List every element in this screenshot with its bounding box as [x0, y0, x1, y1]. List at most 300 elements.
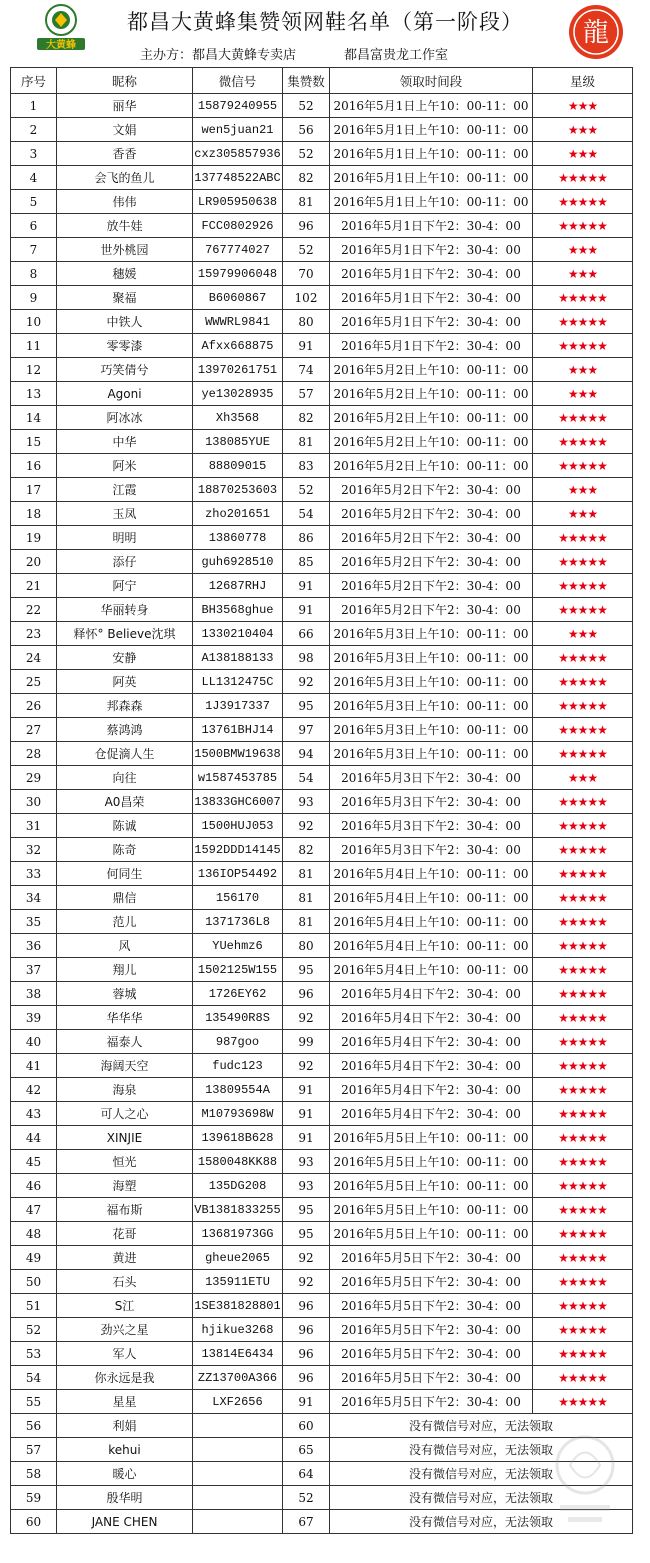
- row-number: 58: [11, 1462, 57, 1486]
- row-pickup-time: 2016年5月5日上午10：00-11：00: [330, 1174, 533, 1198]
- table-row: [11, 766, 633, 790]
- row-like-count: 96: [283, 1342, 330, 1366]
- row-star-rating: ★★★: [533, 262, 633, 286]
- row-pickup-time: 2016年5月3日下午2：30-4：00: [330, 814, 533, 838]
- row-number: 19: [11, 526, 57, 550]
- row-like-count: 54: [283, 502, 330, 526]
- row-nickname: 陈奇: [57, 838, 193, 862]
- row-wechat-id: 138085YUE: [193, 430, 283, 454]
- table-row: [11, 430, 633, 454]
- table-row: [11, 166, 633, 190]
- row-nickname: 中铁人: [57, 310, 193, 334]
- row-star-rating: ★★★★★: [533, 862, 633, 886]
- page-header: [0, 0, 650, 66]
- table-row: [11, 382, 633, 406]
- row-wechat-id: 987goo: [193, 1030, 283, 1054]
- row-number: 26: [11, 694, 57, 718]
- row-star-rating: ★★★★★: [533, 286, 633, 310]
- row-like-count: 95: [283, 1222, 330, 1246]
- row-pickup-note: 没有微信号对应，无法领取: [330, 1486, 633, 1510]
- row-pickup-time: 2016年5月1日下午2：30-4：00: [330, 238, 533, 262]
- row-star-rating: ★★★★★: [533, 1174, 633, 1198]
- row-like-count: 83: [283, 454, 330, 478]
- row-star-rating: ★★★★★: [533, 1318, 633, 1342]
- row-like-count: 92: [283, 1006, 330, 1030]
- row-star-rating: ★★★: [533, 622, 633, 646]
- row-number: 42: [11, 1078, 57, 1102]
- row-star-rating: ★★★★★: [533, 1390, 633, 1414]
- row-nickname: 海阔天空: [57, 1054, 193, 1078]
- row-pickup-time: 2016年5月5日下午2：30-4：00: [330, 1366, 533, 1390]
- row-like-count: 60: [283, 1414, 330, 1438]
- row-nickname: 香香: [57, 142, 193, 166]
- row-like-count: 95: [283, 694, 330, 718]
- row-pickup-time: 2016年5月4日上午10：00-11：00: [330, 934, 533, 958]
- table-row: [11, 742, 633, 766]
- roster-body: [11, 94, 633, 1534]
- row-like-count: 95: [283, 958, 330, 982]
- row-wechat-id: 15879240955: [193, 94, 283, 118]
- table-row: [11, 1318, 633, 1342]
- row-star-rating: ★★★★★: [533, 982, 633, 1006]
- row-pickup-time: 2016年5月5日上午10：00-11：00: [330, 1198, 533, 1222]
- row-like-count: 96: [283, 1366, 330, 1390]
- row-wechat-id: cxz305857936: [193, 142, 283, 166]
- row-number: 28: [11, 742, 57, 766]
- row-pickup-time: 2016年5月4日下午2：30-4：00: [330, 1030, 533, 1054]
- row-wechat-id: 1371736L8: [193, 910, 283, 934]
- row-number: 7: [11, 238, 57, 262]
- row-number: 1: [11, 94, 57, 118]
- table-row: [11, 1270, 633, 1294]
- row-star-rating: ★★★: [533, 478, 633, 502]
- table-row: [11, 502, 633, 526]
- row-star-rating: ★★★★★: [533, 310, 633, 334]
- shoe-pickup-roster: [10, 67, 633, 1534]
- row-like-count: 81: [283, 190, 330, 214]
- row-wechat-id: A138188133: [193, 646, 283, 670]
- row-pickup-time: 2016年5月3日上午10：00-11：00: [330, 694, 533, 718]
- table-row: [11, 1078, 633, 1102]
- row-like-count: 54: [283, 766, 330, 790]
- row-pickup-time: 2016年5月3日上午10：00-11：00: [330, 670, 533, 694]
- row-pickup-time: 2016年5月4日下午2：30-4：00: [330, 1102, 533, 1126]
- row-nickname: 添仔: [57, 550, 193, 574]
- row-number: 44: [11, 1126, 57, 1150]
- row-wechat-id: 135911ETU: [193, 1270, 283, 1294]
- row-wechat-id: Afxx668875: [193, 334, 283, 358]
- row-like-count: 92: [283, 1054, 330, 1078]
- row-star-rating: ★★★★★: [533, 1006, 633, 1030]
- row-star-rating: ★★★★★: [533, 334, 633, 358]
- row-wechat-id: ye13028935: [193, 382, 283, 406]
- table-row: [11, 406, 633, 430]
- table-row: [11, 94, 633, 118]
- row-wechat-id: 13970261751: [193, 358, 283, 382]
- row-pickup-time: 2016年5月1日下午2：30-4：00: [330, 334, 533, 358]
- row-pickup-time: 2016年5月4日下午2：30-4：00: [330, 1078, 533, 1102]
- svg-text:龍: 龍: [582, 18, 610, 48]
- row-pickup-time: 2016年5月3日下午2：30-4：00: [330, 790, 533, 814]
- row-number: 32: [11, 838, 57, 862]
- row-number: 11: [11, 334, 57, 358]
- row-wechat-id: 13761BHJ14: [193, 718, 283, 742]
- row-star-rating: ★★★: [533, 238, 633, 262]
- row-pickup-time: 2016年5月2日下午2：30-4：00: [330, 502, 533, 526]
- row-wechat-id: guh6928510: [193, 550, 283, 574]
- row-wechat-id: gheue2065: [193, 1246, 283, 1270]
- row-like-count: 96: [283, 1318, 330, 1342]
- row-nickname: 向往: [57, 766, 193, 790]
- svg-text:大黄蜂: 大黄蜂: [46, 40, 76, 51]
- row-star-rating: ★★★★★: [533, 1054, 633, 1078]
- row-star-rating: ★★★: [533, 766, 633, 790]
- row-nickname: 可人之心: [57, 1102, 193, 1126]
- row-like-count: 52: [283, 1486, 330, 1510]
- row-star-rating: ★★★: [533, 358, 633, 382]
- row-nickname: 华丽转身: [57, 598, 193, 622]
- row-number: 40: [11, 1030, 57, 1054]
- row-nickname: 中华: [57, 430, 193, 454]
- row-star-rating: ★★★★★: [533, 190, 633, 214]
- table-row: [11, 814, 633, 838]
- table-row: [11, 526, 633, 550]
- row-number: 29: [11, 766, 57, 790]
- row-like-count: 52: [283, 238, 330, 262]
- row-wechat-id: w1587453785: [193, 766, 283, 790]
- table-row: [11, 1342, 633, 1366]
- row-nickname: 花哥: [57, 1222, 193, 1246]
- row-star-rating: ★★★★★: [533, 430, 633, 454]
- table-row: [11, 238, 633, 262]
- table-row: [11, 1198, 633, 1222]
- row-pickup-time: 2016年5月3日上午10：00-11：00: [330, 718, 533, 742]
- row-star-rating: ★★★: [533, 118, 633, 142]
- row-nickname: JANE CHEN: [57, 1510, 193, 1534]
- row-pickup-time: 2016年5月2日下午2：30-4：00: [330, 550, 533, 574]
- row-number: 39: [11, 1006, 57, 1030]
- row-like-count: 52: [283, 142, 330, 166]
- row-pickup-time: 2016年5月4日上午10：00-11：00: [330, 910, 533, 934]
- row-number: 12: [11, 358, 57, 382]
- row-wechat-id-empty: [193, 1510, 283, 1534]
- row-nickname: 陈诚: [57, 814, 193, 838]
- row-number: 27: [11, 718, 57, 742]
- row-number: 50: [11, 1270, 57, 1294]
- row-like-count: 93: [283, 790, 330, 814]
- row-star-rating: ★★★★★: [533, 214, 633, 238]
- table-row: [11, 598, 633, 622]
- row-nickname: kehui: [57, 1438, 193, 1462]
- table-row: [11, 838, 633, 862]
- row-star-rating: ★★★★★: [533, 406, 633, 430]
- row-star-rating: ★★★★★: [533, 814, 633, 838]
- row-like-count: 96: [283, 214, 330, 238]
- row-nickname: 何同生: [57, 862, 193, 886]
- row-pickup-time: 2016年5月5日上午10：00-11：00: [330, 1150, 533, 1174]
- row-pickup-time: 2016年5月5日上午10：00-11：00: [330, 1126, 533, 1150]
- row-nickname: 蓉城: [57, 982, 193, 1006]
- row-pickup-time: 2016年5月2日上午10：00-11：00: [330, 358, 533, 382]
- row-pickup-time: 2016年5月2日上午10：00-11：00: [330, 454, 533, 478]
- col-header-wechat: 微信号: [193, 68, 283, 94]
- row-wechat-id: VB1381833255: [193, 1198, 283, 1222]
- table-row: [11, 1390, 633, 1414]
- table-row: [11, 1006, 633, 1030]
- row-nickname: 会飞的鱼儿: [57, 166, 193, 190]
- faint-watermark: [540, 1425, 630, 1535]
- row-star-rating: ★★★★★: [533, 550, 633, 574]
- row-like-count: 91: [283, 1126, 330, 1150]
- row-wechat-id: 13814E6434: [193, 1342, 283, 1366]
- row-star-rating: ★★★★★: [533, 1222, 633, 1246]
- row-nickname: 邦森森: [57, 694, 193, 718]
- row-like-count: 92: [283, 670, 330, 694]
- table-row: [11, 958, 633, 982]
- table-row: [11, 1102, 633, 1126]
- row-nickname: 暖心: [57, 1462, 193, 1486]
- row-pickup-time: 2016年5月4日下午2：30-4：00: [330, 982, 533, 1006]
- row-wechat-id: 135490R8S: [193, 1006, 283, 1030]
- row-wechat-id: FCC0802926: [193, 214, 283, 238]
- row-star-rating: ★★★★★: [533, 526, 633, 550]
- row-wechat-id: 1SE381828801: [193, 1294, 283, 1318]
- row-star-rating: ★★★★★: [533, 574, 633, 598]
- row-number: 18: [11, 502, 57, 526]
- row-nickname: A0昌荣: [57, 790, 193, 814]
- row-number: 5: [11, 190, 57, 214]
- row-wechat-id: fudc123: [193, 1054, 283, 1078]
- row-like-count: 91: [283, 334, 330, 358]
- row-wechat-id: 137748522ABC: [193, 166, 283, 190]
- row-star-rating: ★★★★★: [533, 1102, 633, 1126]
- row-wechat-id: 1726EY62: [193, 982, 283, 1006]
- row-number: 41: [11, 1054, 57, 1078]
- row-like-count: 80: [283, 934, 330, 958]
- row-star-rating: ★★★: [533, 382, 633, 406]
- row-wechat-id: 136IOP54492: [193, 862, 283, 886]
- row-number: 6: [11, 214, 57, 238]
- row-star-rating: ★★★★★: [533, 1246, 633, 1270]
- row-pickup-note: 没有微信号对应，无法领取: [330, 1438, 633, 1462]
- row-pickup-time: 2016年5月3日上午10：00-11：00: [330, 622, 533, 646]
- row-number: 38: [11, 982, 57, 1006]
- row-star-rating: ★★★★★: [533, 1270, 633, 1294]
- row-number: 36: [11, 934, 57, 958]
- row-pickup-time: 2016年5月1日上午10：00-11：00: [330, 118, 533, 142]
- row-number: 33: [11, 862, 57, 886]
- row-like-count: 97: [283, 718, 330, 742]
- row-nickname: 阿宁: [57, 574, 193, 598]
- row-nickname: 利娟: [57, 1414, 193, 1438]
- row-number: 15: [11, 430, 57, 454]
- row-pickup-time: 2016年5月2日上午10：00-11：00: [330, 430, 533, 454]
- table-row: [11, 118, 633, 142]
- row-star-rating: ★★★★★: [533, 1126, 633, 1150]
- row-wechat-id: 13809554A: [193, 1078, 283, 1102]
- row-like-count: 70: [283, 262, 330, 286]
- row-nickname: 鼎信: [57, 886, 193, 910]
- row-like-count: 57: [283, 382, 330, 406]
- table-row: [11, 454, 633, 478]
- table-row: [11, 1366, 633, 1390]
- row-star-rating: ★★★★★: [533, 958, 633, 982]
- row-nickname: 你永远是我: [57, 1366, 193, 1390]
- row-like-count: 96: [283, 982, 330, 1006]
- row-like-count: 74: [283, 358, 330, 382]
- row-number: 13: [11, 382, 57, 406]
- row-pickup-time: 2016年5月4日下午2：30-4：00: [330, 1006, 533, 1030]
- row-star-rating: ★★★★★: [533, 646, 633, 670]
- row-wechat-id: Xh3568: [193, 406, 283, 430]
- row-number: 30: [11, 790, 57, 814]
- row-wechat-id: B6060867: [193, 286, 283, 310]
- table-row: [11, 478, 633, 502]
- row-number: 25: [11, 670, 57, 694]
- table-row: [11, 862, 633, 886]
- row-star-rating: ★★★★★: [533, 598, 633, 622]
- row-star-rating: ★★★★★: [533, 934, 633, 958]
- row-wechat-id: 1592DDD14145: [193, 838, 283, 862]
- row-like-count: 82: [283, 406, 330, 430]
- row-nickname: 星星: [57, 1390, 193, 1414]
- row-wechat-id: 88809015: [193, 454, 283, 478]
- row-pickup-time: 2016年5月4日上午10：00-11：00: [330, 958, 533, 982]
- row-nickname: 文娟: [57, 118, 193, 142]
- row-number: 16: [11, 454, 57, 478]
- row-number: 21: [11, 574, 57, 598]
- row-like-count: 93: [283, 1174, 330, 1198]
- row-nickname: 伟伟: [57, 190, 193, 214]
- row-number: 22: [11, 598, 57, 622]
- row-star-rating: ★★★★★: [533, 718, 633, 742]
- row-number: 53: [11, 1342, 57, 1366]
- row-nickname: 海泉: [57, 1078, 193, 1102]
- row-pickup-note: 没有微信号对应，无法领取: [330, 1510, 633, 1534]
- row-number: 20: [11, 550, 57, 574]
- row-star-rating: ★★★: [533, 502, 633, 526]
- row-number: 9: [11, 286, 57, 310]
- row-wechat-id: YUehmz6: [193, 934, 283, 958]
- row-pickup-time: 2016年5月1日下午2：30-4：00: [330, 286, 533, 310]
- row-star-rating: ★★★★★: [533, 838, 633, 862]
- col-header-number: 序号: [11, 68, 57, 94]
- table-row: [11, 286, 633, 310]
- row-number: 8: [11, 262, 57, 286]
- row-nickname: 恒光: [57, 1150, 193, 1174]
- row-nickname: S江: [57, 1294, 193, 1318]
- table-row: [11, 694, 633, 718]
- row-number: 49: [11, 1246, 57, 1270]
- row-nickname: 石头: [57, 1270, 193, 1294]
- row-nickname: 风: [57, 934, 193, 958]
- row-like-count: 91: [283, 574, 330, 598]
- row-number: 4: [11, 166, 57, 190]
- row-number: 45: [11, 1150, 57, 1174]
- row-star-rating: ★★★★★: [533, 742, 633, 766]
- row-wechat-id: 13681973GG: [193, 1222, 283, 1246]
- row-number: 14: [11, 406, 57, 430]
- row-number: 54: [11, 1366, 57, 1390]
- row-number: 10: [11, 310, 57, 334]
- row-wechat-id: WWWRL9841: [193, 310, 283, 334]
- table-row: [11, 1126, 633, 1150]
- table-row: [11, 670, 633, 694]
- row-nickname: 军人: [57, 1342, 193, 1366]
- row-pickup-time: 2016年5月5日下午2：30-4：00: [330, 1342, 533, 1366]
- row-like-count: 66: [283, 622, 330, 646]
- row-like-count: 98: [283, 646, 330, 670]
- row-number: 55: [11, 1390, 57, 1414]
- row-nickname: 明明: [57, 526, 193, 550]
- row-number: 52: [11, 1318, 57, 1342]
- row-nickname: XINJIE: [57, 1126, 193, 1150]
- row-wechat-id: 15979906048: [193, 262, 283, 286]
- row-like-count: 92: [283, 1246, 330, 1270]
- row-number: 51: [11, 1294, 57, 1318]
- row-nickname: 聚福: [57, 286, 193, 310]
- row-nickname: 玉凤: [57, 502, 193, 526]
- row-wechat-id: 1502125W155: [193, 958, 283, 982]
- table-row: [11, 982, 633, 1006]
- row-number: 37: [11, 958, 57, 982]
- row-star-rating: ★★★★★: [533, 166, 633, 190]
- row-wechat-id: 13833GHC6007: [193, 790, 283, 814]
- row-nickname: 华华华: [57, 1006, 193, 1030]
- row-pickup-time: 2016年5月5日下午2：30-4：00: [330, 1270, 533, 1294]
- row-nickname: Agoni: [57, 382, 193, 406]
- row-nickname: 穗媛: [57, 262, 193, 286]
- row-like-count: 81: [283, 430, 330, 454]
- row-number: 24: [11, 646, 57, 670]
- table-row: [11, 718, 633, 742]
- row-like-count: 95: [283, 1198, 330, 1222]
- row-wechat-id: 1500BMW19638: [193, 742, 283, 766]
- row-pickup-time: 2016年5月2日下午2：30-4：00: [330, 478, 533, 502]
- table-row: [11, 1054, 633, 1078]
- row-nickname: 丽华: [57, 94, 193, 118]
- row-nickname: 劲兴之星: [57, 1318, 193, 1342]
- table-row: [11, 214, 633, 238]
- row-wechat-id: M10793698W: [193, 1102, 283, 1126]
- row-star-rating: ★★★★★: [533, 454, 633, 478]
- row-nickname: 安静: [57, 646, 193, 670]
- table-row: [11, 574, 633, 598]
- row-wechat-id: 1580048KK88: [193, 1150, 283, 1174]
- col-header-star-rating: 星级: [533, 68, 633, 94]
- row-like-count: 85: [283, 550, 330, 574]
- row-number: 2: [11, 118, 57, 142]
- row-number: 3: [11, 142, 57, 166]
- row-star-rating: ★★★★★: [533, 1030, 633, 1054]
- row-star-rating: ★★★★★: [533, 910, 633, 934]
- row-pickup-time: 2016年5月1日下午2：30-4：00: [330, 262, 533, 286]
- row-like-count: 91: [283, 1078, 330, 1102]
- row-pickup-time: 2016年5月4日上午10：00-11：00: [330, 862, 533, 886]
- row-pickup-time: 2016年5月3日下午2：30-4：00: [330, 838, 533, 862]
- row-pickup-time: 2016年5月5日下午2：30-4：00: [330, 1294, 533, 1318]
- row-number: 34: [11, 886, 57, 910]
- row-number: 31: [11, 814, 57, 838]
- row-pickup-time: 2016年5月3日上午10：00-11：00: [330, 646, 533, 670]
- table-row: [11, 1150, 633, 1174]
- table-row: [11, 1030, 633, 1054]
- row-wechat-id: 13860778: [193, 526, 283, 550]
- row-wechat-id: ZZ13700A366: [193, 1366, 283, 1390]
- row-number: 60: [11, 1510, 57, 1534]
- row-pickup-time: 2016年5月2日上午10：00-11：00: [330, 406, 533, 430]
- row-wechat-id: hjikue3268: [193, 1318, 283, 1342]
